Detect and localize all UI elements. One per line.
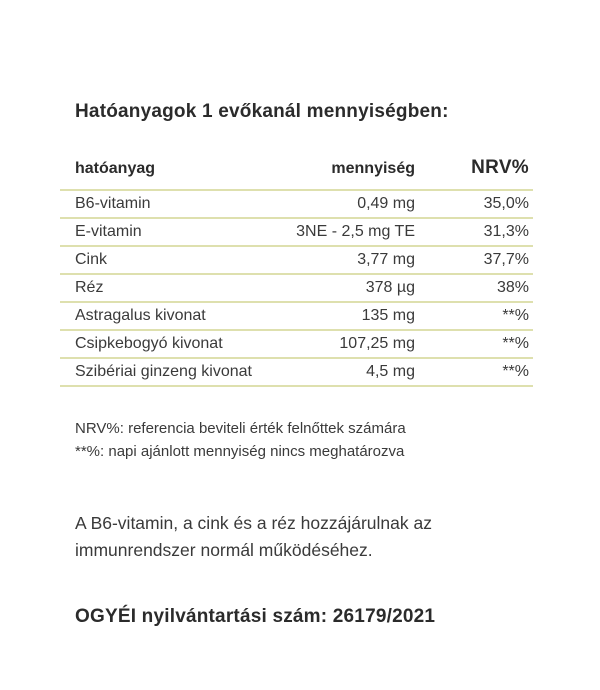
nrv-cell: 31,3% <box>483 223 529 240</box>
amount-cell: 3,77 mg <box>357 251 415 268</box>
footnote-asterisk: **%: napi ajánlott mennyiség nincs meghatározva <box>75 443 405 460</box>
table-header-row <box>60 141 533 191</box>
supplement-facts-panel <box>0 101 600 690</box>
amount-cell: 135 mg <box>361 307 415 324</box>
substance-cell: Réz <box>75 279 104 296</box>
ingredients-table <box>60 141 533 387</box>
health-claim <box>75 510 600 564</box>
substance-cell: Csipkebogyó kivonat <box>75 335 223 352</box>
substance-cell: Cink <box>75 251 108 268</box>
footnote-nrv: NRV%: referencia beviteli érték felnőttek számára <box>75 420 406 437</box>
column-header-amount: mennyiség <box>331 160 415 177</box>
amount-cell: 0,49 mg <box>357 195 415 212</box>
table-row <box>60 219 533 247</box>
amount-cell: 4,5 mg <box>366 363 415 380</box>
table-row <box>60 331 533 359</box>
nrv-cell: **% <box>502 335 529 352</box>
registration-number: OGYÉI nyilvántartási szám: 26179/2021 <box>75 606 436 627</box>
substance-cell: Szibériai ginzeng kivonat <box>75 363 252 380</box>
table-footnotes <box>75 417 600 463</box>
page-title: Hatóanyagok 1 evőkanál mennyiségben: <box>75 101 449 122</box>
amount-cell: 3NE - 2,5 mg TE <box>296 223 415 240</box>
table-row <box>60 359 533 387</box>
nrv-cell: 37,7% <box>483 251 529 268</box>
health-claim-line-2: immunrendszer normál működéséhez. <box>75 540 373 560</box>
substance-cell: B6-vitamin <box>75 195 151 212</box>
substance-cell: E-vitamin <box>75 223 142 240</box>
table-row <box>60 191 533 219</box>
substance-cell: Astragalus kivonat <box>75 307 206 324</box>
table-row <box>60 247 533 275</box>
column-header-substance: hatóanyag <box>75 160 156 177</box>
nrv-cell: **% <box>502 307 529 324</box>
amount-cell: 107,25 mg <box>339 335 415 352</box>
table-row <box>60 275 533 303</box>
health-claim-line-1: A B6-vitamin, a cink és a réz hozzájárulnak az <box>75 513 432 533</box>
amount-cell: 378 µg <box>365 279 415 296</box>
table-row <box>60 303 533 331</box>
nrv-cell: 35,0% <box>483 195 529 212</box>
column-header-nrv: NRV% <box>471 157 529 178</box>
nrv-cell: **% <box>502 363 529 380</box>
nrv-cell: 38% <box>496 279 529 296</box>
